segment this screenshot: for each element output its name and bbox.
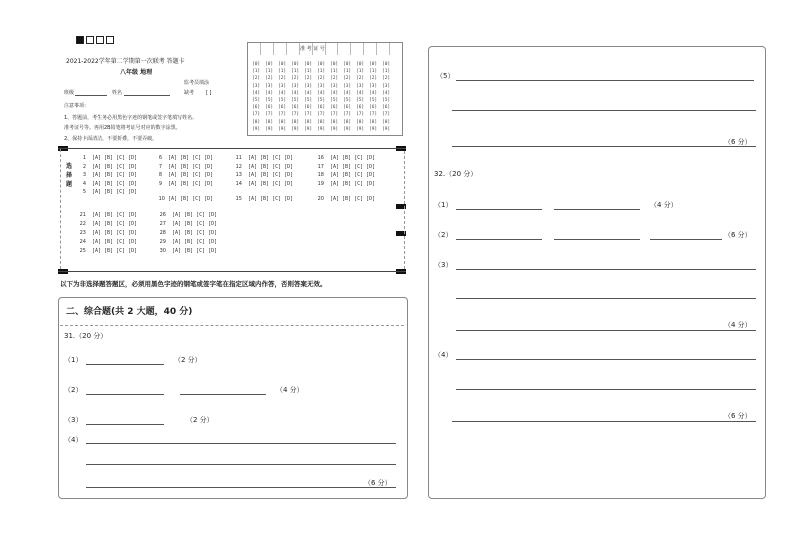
q32-1-label: （1） [434,201,453,209]
mc-number: 25 [79,248,86,254]
q32-3-answer-1[interactable] [456,269,756,270]
mc-options-row[interactable]: [A] [B] [C] [D] [248,181,294,187]
q32-2-answer-b[interactable] [554,239,640,240]
notice-2: 2、保持卡面清洁，不要折叠，不要弄破。 [64,136,158,142]
mc-number: 9 [158,181,162,187]
mc-number: 23 [79,230,86,236]
notice-1b: 准考证号等。再用2B铅笔将考证号对应的数字涂黑。 [64,125,181,131]
q31-3-score: （2 分） [186,416,214,424]
marker-square [96,36,104,44]
mc-options-row[interactable]: [A] [B] [C] [D] [248,196,294,202]
mc-left-border [60,149,61,269]
mc-bottom-border [58,271,406,272]
mc-number: 7 [158,164,162,170]
mc-options-row[interactable]: [A] [B] [C] [D] [168,181,214,187]
mc-number: 5 [82,189,86,195]
mc-number: 2 [82,164,86,170]
id-column[interactable]: [0] [1] [2] [3] [4] [5] [6] [7] [8] [9] [304,62,313,132]
q31-2-score: （4 分） [276,386,304,394]
mc-options-row[interactable]: [A] [B] [C] [D] [168,172,214,178]
q32-3-score: （4 分） [724,321,752,329]
mc-options-row[interactable]: [A] [B] [C] [D] [330,164,376,170]
id-column[interactable]: [0] [1] [2] [3] [4] [5] [6] [7] [8] [9] [252,62,261,132]
mc-number: 12 [235,164,242,170]
top-markers [76,36,116,45]
q32-title: 32.（20 分） [434,170,478,178]
mc-number: 20 [317,196,324,202]
mc-number: 11 [235,155,242,161]
mc-options-row[interactable]: [A] [B] [C] [D] [92,181,138,187]
mc-options-row[interactable]: [A] [B] [C] [D] [248,164,294,170]
mc-options-row[interactable]: [A] [B] [C] [D] [92,155,138,161]
mc-options-row[interactable]: [A] [B] [C] [D] [168,196,214,202]
mc-options-row[interactable]: [A] [B] [C] [D] [92,172,138,178]
q31-2-answer-a[interactable] [86,394,164,395]
student-id-grid[interactable] [247,42,403,136]
q32-4-answer-1[interactable] [456,359,756,360]
id-column[interactable]: [0] [1] [2] [3] [4] [5] [6] [7] [8] [9] [278,62,287,132]
answer-area-warning: 以下为非选择题答题区，必须用黑色字迹的钢笔或签字笔在指定区域内作答，否则答案无效。 [60,280,327,288]
mc-number: 18 [317,172,324,178]
mc-options-row[interactable]: [A] [B] [C] [D] [330,155,376,161]
id-column[interactable]: [0] [1] [2] [3] [4] [5] [6] [7] [8] [9] [317,62,326,132]
mc-options-row[interactable]: [A] [B] [C] [D] [168,155,214,161]
name-field[interactable] [124,95,170,96]
q31-5-label: （5） [436,72,455,80]
mc-number: 24 [79,239,86,245]
class-field[interactable] [75,95,107,96]
mc-number: 27 [159,221,166,227]
mc-number: 21 [79,212,86,218]
mc-options-row[interactable]: [A] [B] [C] [D] [330,196,376,202]
mc-number: 30 [159,248,166,254]
q31-5-answer-2[interactable] [452,110,756,111]
q32-4-answer-3[interactable] [452,421,756,422]
mc-options-row[interactable]: [A] [B] [C] [D] [168,164,214,170]
q32-4-label: （4） [434,351,453,359]
q32-2-answer-c[interactable] [650,239,722,240]
section2-title: 二、综合题(共 2 大题，40 分) [66,307,193,317]
name-label: 姓名 [112,90,123,96]
mc-number: 29 [159,239,166,245]
mc-number: 10 [158,196,165,202]
mc-number: 26 [159,212,166,218]
id-grid-title: 准 考 证 号 [300,46,325,52]
q32-2-label: （2） [434,231,453,239]
mc-number: 6 [158,155,162,161]
mc-options-row[interactable]: [A] [B] [C] [D] [92,164,138,170]
mc-top-border [58,148,406,149]
mc-number: 16 [317,155,324,161]
mc-options-row[interactable]: [A] [B] [C] [D] [172,212,218,218]
q31-1-answer[interactable] [86,364,164,365]
q32-3-answer-2[interactable] [456,298,756,299]
mc-right-border [404,151,405,269]
marker-square [86,36,94,44]
q32-4-score: （6 分） [724,412,752,420]
marker-square [76,36,84,44]
mc-options-row[interactable]: [A] [B] [C] [D] [172,230,218,236]
absent-label: 缺考 [184,90,195,96]
mc-options-row[interactable]: [A] [B] [C] [D] [92,221,138,227]
exam-room-label: 监考员填涂 [184,80,210,86]
mc-options-row[interactable]: [A] [B] [C] [D] [92,212,138,218]
mc-number: 22 [79,221,86,227]
mc-options-row[interactable]: [A] [B] [C] [D] [92,189,138,195]
mc-options-row[interactable]: [A] [B] [C] [D] [248,155,294,161]
id-column[interactable]: [0] [1] [2] [3] [4] [5] [6] [7] [8] [9] [369,62,378,132]
exam-title: 2021-2022学年第二学期第一次联考 答题卡 [66,58,185,65]
mc-options-row[interactable]: [A] [B] [C] [D] [172,239,218,245]
section2-panel [58,297,408,499]
mc-options-row[interactable]: [A] [B] [C] [D] [92,230,138,236]
mc-number: 15 [235,196,242,202]
q31-4-score: （6 分） [364,479,392,487]
right-panel [428,46,766,499]
mc-number: 19 [317,181,324,187]
mc-options-row[interactable]: [A] [B] [C] [D] [92,248,138,254]
class-label: 班级 [64,90,75,96]
q31-5-score: （6 分） [724,138,752,146]
q32-4-answer-2[interactable] [456,389,756,390]
q31-2-answer-b[interactable] [180,394,266,395]
section2-divider [60,325,404,326]
mc-options-row[interactable]: [A] [B] [C] [D] [172,248,218,254]
notice-1: 1、答题前，考生务必用黑色字迹的钢笔或签字笔填写姓名、 [64,115,198,121]
q32-1-score: （4 分） [650,201,678,209]
id-column[interactable]: [0] [1] [2] [3] [4] [5] [6] [7] [8] [9] [291,62,300,132]
marker-square [106,36,114,44]
mc-number: 13 [235,172,242,178]
id-column[interactable]: [0] [1] [2] [3] [4] [5] [6] [7] [8] [9] [265,62,274,132]
q32-2-answer-a[interactable] [456,239,542,240]
q31-title: 31.（20 分） [64,332,108,340]
id-column[interactable]: [0] [1] [2] [3] [4] [5] [6] [7] [8] [9] [343,62,352,132]
exam-subtitle: 八年级 地理 [120,69,153,76]
q31-4-answer-3[interactable] [86,487,396,488]
q31-4-answer-1[interactable] [86,443,396,444]
q31-1-score: （2 分） [174,356,202,364]
q31-5-answer-1[interactable] [456,80,754,81]
q31-5-answer-3[interactable] [452,146,756,147]
mc-options-row[interactable]: [A] [B] [C] [D] [92,239,138,245]
mc-section-label: 选择题 [66,163,73,188]
mc-options-row[interactable]: [A] [B] [C] [D] [330,181,376,187]
mc-number: 14 [235,181,242,187]
mc-number: 4 [82,181,86,187]
q31-2-label: （2） [64,386,83,394]
q32-1-answer-b[interactable] [554,209,640,210]
notice-title: 注意事项： [64,103,90,109]
q31-3-label: （3） [64,416,83,424]
q32-3-answer-3[interactable] [456,330,756,331]
id-column[interactable]: [0] [1] [2] [3] [4] [5] [6] [7] [8] [9] [356,62,365,132]
q32-3-label: （3） [434,261,453,269]
q31-4-answer-2[interactable] [86,464,396,465]
q31-1-label: （1） [64,356,83,364]
mc-options-row[interactable]: [A] [B] [C] [D] [330,172,376,178]
mc-number: 8 [158,172,162,178]
q31-3-answer[interactable] [86,424,164,425]
mc-number: 28 [159,230,166,236]
id-column[interactable]: [0] [1] [2] [3] [4] [5] [6] [7] [8] [9] [382,62,391,132]
mc-number: 17 [317,164,324,170]
id-cells [248,43,402,55]
q31-4-label: （4） [64,436,83,444]
absent-box[interactable]: [ ] [206,90,212,96]
q32-1-answer-a[interactable] [456,209,542,210]
mc-options-row[interactable]: [A] [B] [C] [D] [248,172,294,178]
q32-2-score: （6 分） [724,231,752,239]
mc-number: 1 [82,155,86,161]
mc-options-row[interactable]: [A] [B] [C] [D] [172,221,218,227]
id-column[interactable]: [0] [1] [2] [3] [4] [5] [6] [7] [8] [9] [330,62,339,132]
mc-number: 3 [82,172,86,178]
